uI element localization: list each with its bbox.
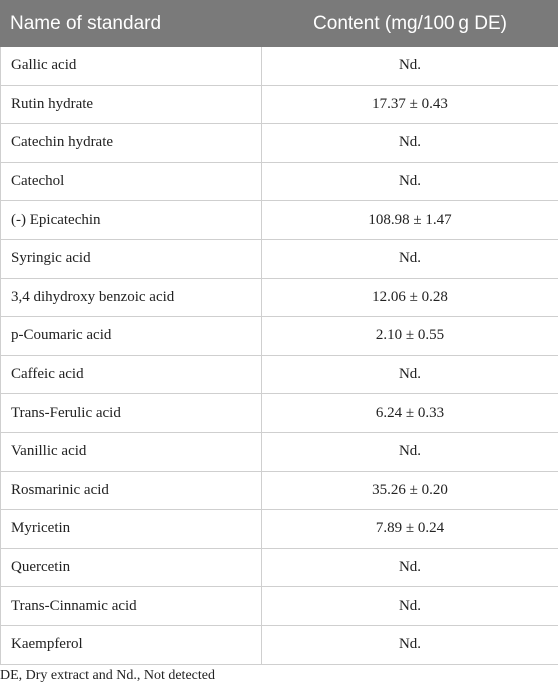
table-row [1, 201, 558, 240]
table-row [1, 47, 558, 86]
content-value-cell: 17.37 ± 0.43 [262, 85, 558, 124]
table-footnote: DE, Dry extract and Nd., Not detected [0, 668, 215, 683]
header-row [1, 1, 558, 47]
standard-name-cell: Syringic acid [1, 239, 262, 278]
table-row [1, 471, 558, 510]
content-value-cell: 7.89 ± 0.24 [262, 510, 558, 549]
content-value-cell: Nd. [262, 432, 558, 471]
table-row [1, 548, 558, 587]
standard-name-cell: Rutin hydrate [1, 85, 262, 124]
table-body [1, 47, 558, 665]
standard-name-cell: Kaempferol [1, 625, 262, 664]
content-value-cell: 2.10 ± 0.55 [262, 317, 558, 356]
standard-name-cell: Quercetin [1, 548, 262, 587]
table-row [1, 317, 558, 356]
content-value-cell: Nd. [262, 162, 558, 201]
table-row [1, 394, 558, 433]
standard-name-cell: Vanillic acid [1, 432, 262, 471]
table-row [1, 432, 558, 471]
column-header-name: Name of standard [1, 1, 262, 47]
standard-name-cell: Catechol [1, 162, 262, 201]
standard-name-cell: Catechin hydrate [1, 124, 262, 163]
content-value-cell: 35.26 ± 0.20 [262, 471, 558, 510]
content-value-cell: Nd. [262, 47, 558, 86]
content-value-cell: Nd. [262, 587, 558, 626]
table-row [1, 625, 558, 664]
table-row [1, 239, 558, 278]
standard-name-cell: 3,4 dihydroxy benzoic acid [1, 278, 262, 317]
standard-name-cell: Trans-Cinnamic acid [1, 587, 262, 626]
content-value-cell: Nd. [262, 548, 558, 587]
standard-name-cell: Rosmarinic acid [1, 471, 262, 510]
table-row [1, 162, 558, 201]
column-header-content: Content (mg/100 g DE) [262, 1, 558, 47]
standard-name-cell: Caffeic acid [1, 355, 262, 394]
table-row [1, 355, 558, 394]
standard-name-cell: Gallic acid [1, 47, 262, 86]
table-row [1, 124, 558, 163]
content-value-cell: 12.06 ± 0.28 [262, 278, 558, 317]
standard-name-cell: Trans-Ferulic acid [1, 394, 262, 433]
standard-name-cell: p-Coumaric acid [1, 317, 262, 356]
standard-name-cell: (-) Epicatechin [1, 201, 262, 240]
content-value-cell: 108.98 ± 1.47 [262, 201, 558, 240]
table-row [1, 587, 558, 626]
content-value-cell: 6.24 ± 0.33 [262, 394, 558, 433]
content-value-cell: Nd. [262, 239, 558, 278]
content-value-cell: Nd. [262, 625, 558, 664]
table-row [1, 278, 558, 317]
table-header [1, 1, 558, 47]
standard-name-cell: Myricetin [1, 510, 262, 549]
table-row [1, 510, 558, 549]
content-value-cell: Nd. [262, 124, 558, 163]
table-row [1, 85, 558, 124]
content-value-cell: Nd. [262, 355, 558, 394]
